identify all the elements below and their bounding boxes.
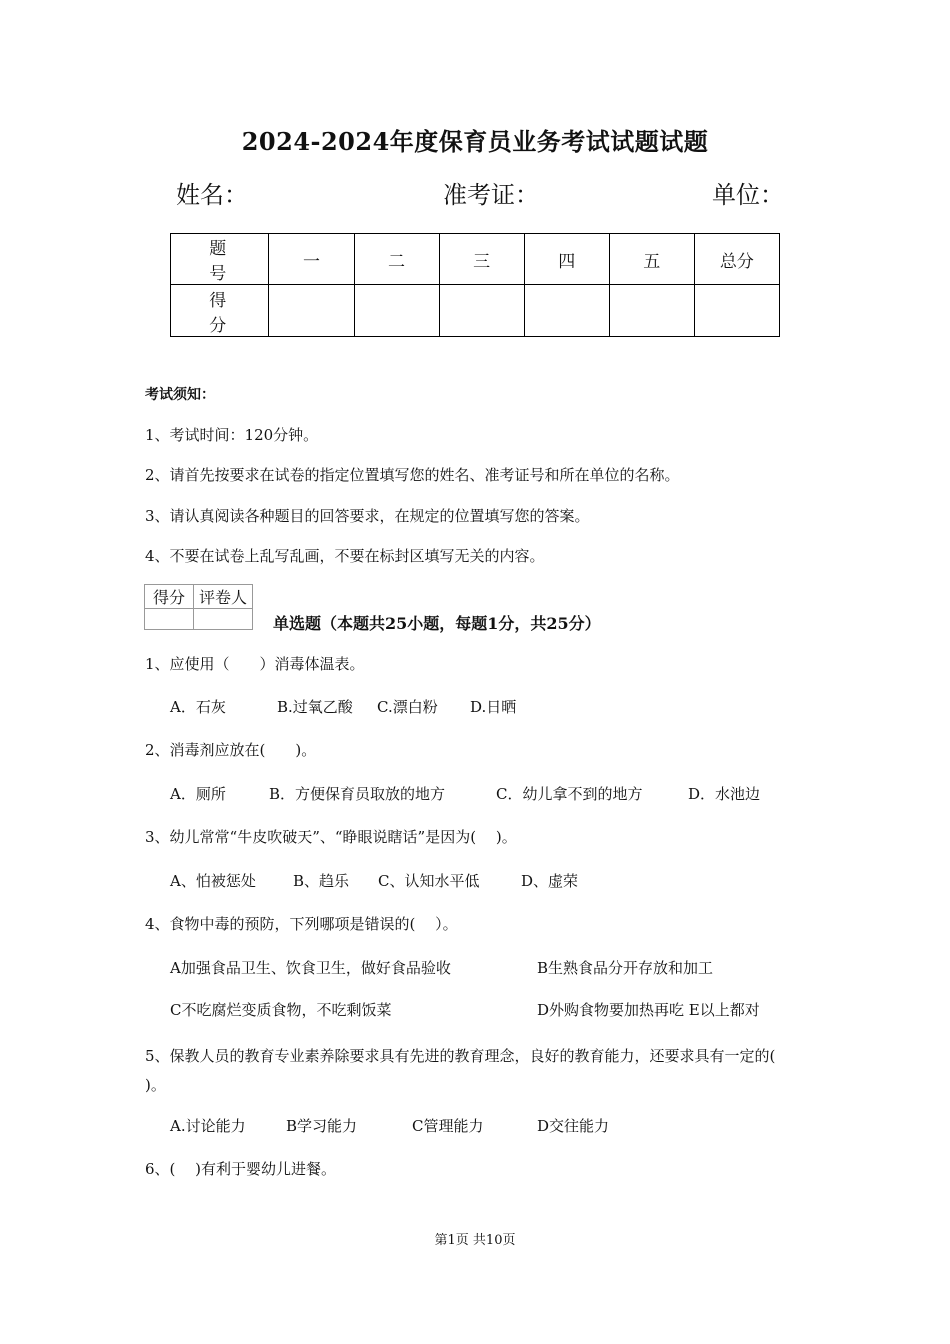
question-option: A加强食品卫生、饮食卫生，做好食品验收 bbox=[170, 959, 451, 977]
question-stem: 2、消毒剂应放在( )。 bbox=[145, 741, 317, 759]
grader-score-cell[interactable] bbox=[145, 609, 194, 630]
score-table bbox=[170, 233, 780, 337]
score-header-5: 五 bbox=[609, 234, 694, 285]
score-table-header-row bbox=[171, 234, 780, 285]
question-option: B.过氧乙酸 bbox=[277, 698, 353, 716]
question-option: C不吃腐烂变质食物，不吃剩饭菜 bbox=[170, 1001, 392, 1019]
notes-heading: 考试须知： bbox=[145, 387, 215, 403]
question-option: D交往能力 bbox=[537, 1117, 610, 1135]
score-table-score-row bbox=[171, 285, 780, 337]
question-option: D、虚荣 bbox=[521, 872, 579, 890]
score-cell-total[interactable] bbox=[694, 285, 779, 337]
exam-id-field-label: 准考证： bbox=[443, 181, 539, 209]
grader-name-cell[interactable] bbox=[194, 609, 253, 630]
question-option: D.日晒 bbox=[470, 698, 517, 716]
score-header-3: 三 bbox=[439, 234, 524, 285]
question-option: C．幼儿拿不到的地方 bbox=[496, 785, 643, 803]
question-option: A.讨论能力 bbox=[170, 1117, 246, 1135]
unit-field-label: 单位： bbox=[712, 181, 784, 209]
question-stem: 4、食物中毒的预防，下列哪项是错误的( ）。 bbox=[145, 915, 458, 933]
note-item: 2、请首先按要求在试卷的指定位置填写您的姓名、准考证号和所在单位的名称。 bbox=[145, 466, 680, 484]
note-item: 3、请认真阅读各种题目的回答要求，在规定的位置填写您的答案。 bbox=[145, 507, 590, 525]
page-footer: 第1页 共10页 bbox=[434, 1233, 516, 1248]
score-cell-3[interactable] bbox=[439, 285, 524, 337]
question-option: B学习能力 bbox=[286, 1117, 358, 1135]
question-stem: 3、幼儿常常“牛皮吹破天”、“睁眼说瞎话”是因为( )。 bbox=[145, 828, 517, 846]
score-header-2: 二 bbox=[354, 234, 439, 285]
question-option: B生熟食品分开存放和加工 bbox=[537, 959, 714, 977]
score-cell-2[interactable] bbox=[354, 285, 439, 337]
note-item: 1、考试时间：120分钟。 bbox=[145, 426, 319, 444]
score-cell-4[interactable] bbox=[524, 285, 609, 337]
score-cell-5[interactable] bbox=[609, 285, 694, 337]
score-header-label: 题 号 bbox=[171, 234, 269, 285]
question-stem: 6、( )有利于婴幼儿进餐。 bbox=[145, 1160, 337, 1178]
question-option: C、认知水平低 bbox=[378, 872, 480, 890]
score-cell-1[interactable] bbox=[269, 285, 354, 337]
page-title: 2024-2024年度保育员业务考试试题试题 bbox=[241, 127, 709, 156]
question-option: A．石灰 bbox=[170, 698, 226, 716]
grader-box bbox=[144, 584, 253, 630]
grader-name-label: 评卷人 bbox=[194, 585, 253, 609]
grader-score-label: 得分 bbox=[145, 585, 194, 609]
name-field-label: 姓名： bbox=[176, 181, 248, 209]
question-option: C.漂白粉 bbox=[377, 698, 438, 716]
score-header-1: 一 bbox=[269, 234, 354, 285]
score-header-total: 总分 bbox=[694, 234, 779, 285]
question-stem: 1、应使用（ ）消毒体温表。 bbox=[145, 655, 365, 673]
note-item: 4、不要在试卷上乱写乱画，不要在标封区填写无关的内容。 bbox=[145, 547, 545, 565]
question-option: B、趋乐 bbox=[293, 872, 350, 890]
question-option: D．水池边 bbox=[688, 785, 761, 803]
question-option: A．厕所 bbox=[170, 785, 226, 803]
question-option: A、怕被惩处 bbox=[170, 872, 256, 890]
score-header-4: 四 bbox=[524, 234, 609, 285]
score-row-label: 得 分 bbox=[171, 285, 269, 337]
question-stem: 5、保教人员的教育专业素养除要求具有先进的教育理念，良好的教育能力，还要求具有一定的( )。 bbox=[145, 1047, 796, 1094]
question-option: B．方便保育员取放的地方 bbox=[269, 785, 446, 803]
question-option: C管理能力 bbox=[412, 1117, 484, 1135]
question-option: D外购食物要加热再吃 E以上都对 bbox=[537, 1001, 760, 1019]
section-title: 单选题（本题共25小题，每题1分，共25分） bbox=[273, 614, 601, 633]
